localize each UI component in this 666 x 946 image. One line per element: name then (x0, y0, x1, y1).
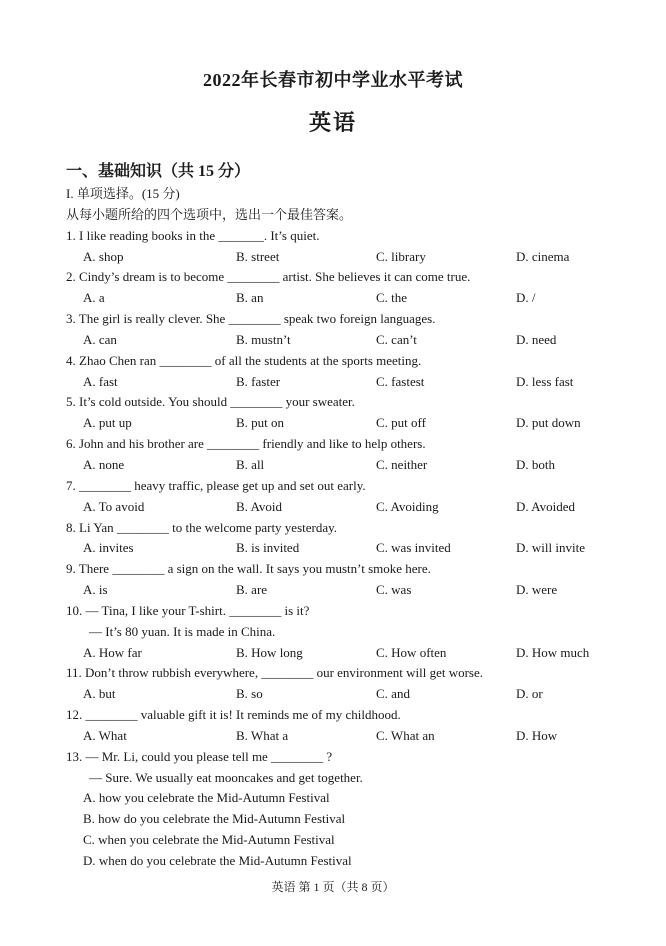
option-row (66, 288, 626, 309)
option-c: C. How often (376, 644, 447, 660)
option-a: A. a (83, 290, 105, 306)
exam-title: 2022年长春市初中学业水平考试 (203, 70, 463, 90)
question-stem: 2. Cindy’s dream is to become ________ artist. She believes it can come true. (66, 269, 471, 285)
option-d: D. less fast (516, 373, 574, 389)
option-d: D. How much (516, 644, 590, 660)
exam-content (66, 160, 626, 872)
subject-title: 英语 (308, 110, 357, 135)
question-stem: 8. Li Yan ________ to the welcome party yesterday. (66, 519, 338, 535)
option-d: D. when do you celebrate the Mid-Autumn Festival (83, 853, 352, 868)
instruction: 从每小题所给的四个选项中，选出一个最佳答案。 (66, 206, 353, 222)
option-b: B. all (236, 456, 265, 472)
option-a: A. none (83, 456, 125, 472)
question-stem-reply: — It’s 80 yuan. It is made in China. (89, 623, 276, 639)
question-13 (66, 747, 626, 872)
option-d: D. will invite (516, 540, 585, 556)
question-item (66, 226, 626, 268)
option-b: B. faster (236, 373, 281, 389)
question-stem: 4. Zhao Chen ran ________ of all the students at the sports meeting. (66, 352, 422, 368)
option-c: C. was (376, 582, 412, 598)
question-item (66, 351, 626, 393)
question-stem: 12. ________ valuable gift it is! It reminds me of my childhood. (66, 707, 401, 723)
option-row (66, 247, 626, 268)
option-d: D. or (516, 686, 543, 702)
option-row (66, 726, 626, 747)
option-a: A. To avoid (83, 498, 145, 514)
question-list (66, 226, 626, 747)
option-a: A. how you celebrate the Mid-Autumn Festival (83, 790, 330, 806)
option-a: A. but (83, 686, 116, 702)
page-footer: 英语 第 1 页（共 8 页） (271, 880, 395, 894)
option-b: B. are (236, 582, 268, 598)
question-item (66, 559, 626, 601)
option-c: C. can’t (376, 331, 417, 347)
option-a: A. fast (83, 373, 118, 389)
question-stem: 7. ________ heavy traffic, please get up and set out early. (66, 477, 366, 493)
question-item (66, 663, 626, 705)
option-b: B. how do you celebrate the Mid-Autumn Festival (83, 811, 346, 827)
question-item (66, 518, 626, 560)
option-row (66, 497, 626, 518)
option-b: B. an (236, 290, 264, 306)
option-a: A. can (83, 331, 117, 347)
question-stem: 13. — Mr. Li, could you please tell me ________ ? (66, 748, 333, 764)
option-row (66, 580, 626, 601)
question-stem: 5. It’s cold outside. You should ________ your sweater. (66, 394, 355, 410)
option-row (66, 455, 626, 476)
option-b: B. mustn’t (236, 331, 291, 347)
option-c: C. library (376, 248, 426, 264)
option-c: C. when you celebrate the Mid-Autumn Festival (83, 832, 335, 848)
option-d: D. / (516, 290, 536, 306)
question-item (66, 267, 626, 309)
option-a: A. How far (83, 644, 142, 660)
option-row (66, 538, 626, 559)
question-stem: 9. There ________ a sign on the wall. It says you mustn’t smoke here. (66, 561, 431, 577)
option-c: C. neither (376, 456, 428, 472)
option-b: B. What a (236, 727, 289, 743)
option-a: A. invites (83, 540, 134, 556)
option-b: B. is invited (236, 540, 300, 556)
question-stem: 10. — Tina, I like your T-shirt. ________ is it? (66, 602, 310, 618)
option-row (66, 413, 626, 434)
option-row (66, 643, 626, 664)
question-item (66, 309, 626, 351)
option-d: D. How (516, 727, 558, 743)
option-b: B. put on (236, 415, 285, 431)
option-c: C. put off (376, 415, 426, 431)
question-item (66, 434, 626, 476)
option-c: C. was invited (376, 540, 451, 556)
option-d: D. both (516, 456, 555, 472)
option-a: A. What (83, 727, 127, 743)
option-d: D. put down (516, 415, 581, 431)
option-b: B. How long (236, 644, 303, 660)
option-c: C. What an (376, 727, 435, 743)
option-a: A. is (83, 582, 108, 598)
question-item (66, 705, 626, 747)
question-stem: 6. John and his brother are ________ friendly and like to help others. (66, 436, 426, 452)
question-item (66, 601, 626, 664)
option-row (66, 684, 626, 705)
option-c: C. the (376, 290, 408, 306)
option-row (66, 330, 626, 351)
question-item (66, 476, 626, 518)
section-heading: 一、基础知识（共 15 分） (66, 163, 251, 180)
option-b: B. Avoid (236, 498, 282, 514)
option-a: A. put up (83, 415, 132, 431)
question-stem: 3. The girl is really clever. She ________ speak two foreign languages. (66, 311, 436, 327)
option-a: A. shop (83, 248, 124, 264)
option-c: C. Avoiding (376, 498, 439, 514)
question-stem-reply: — Sure. We usually eat mooncakes and get together. (89, 769, 363, 785)
option-c: C. fastest (376, 373, 425, 389)
question-stem: 11. Don’t throw rubbish everywhere, ________ our environment will get worse. (66, 665, 484, 681)
question-stem: 1. I like reading books in the _______. It’s quiet. (66, 227, 320, 243)
option-d: D. were (516, 582, 558, 598)
option-b: B. so (236, 686, 263, 702)
part-heading: I. 单项选择。(15 分) (66, 186, 180, 201)
option-b: B. street (236, 248, 280, 264)
option-d: D. need (516, 331, 557, 347)
option-d: D. cinema (516, 248, 570, 264)
option-d: D. Avoided (516, 498, 575, 514)
question-item (66, 392, 626, 434)
option-row (66, 372, 626, 393)
option-c: C. and (376, 686, 410, 702)
